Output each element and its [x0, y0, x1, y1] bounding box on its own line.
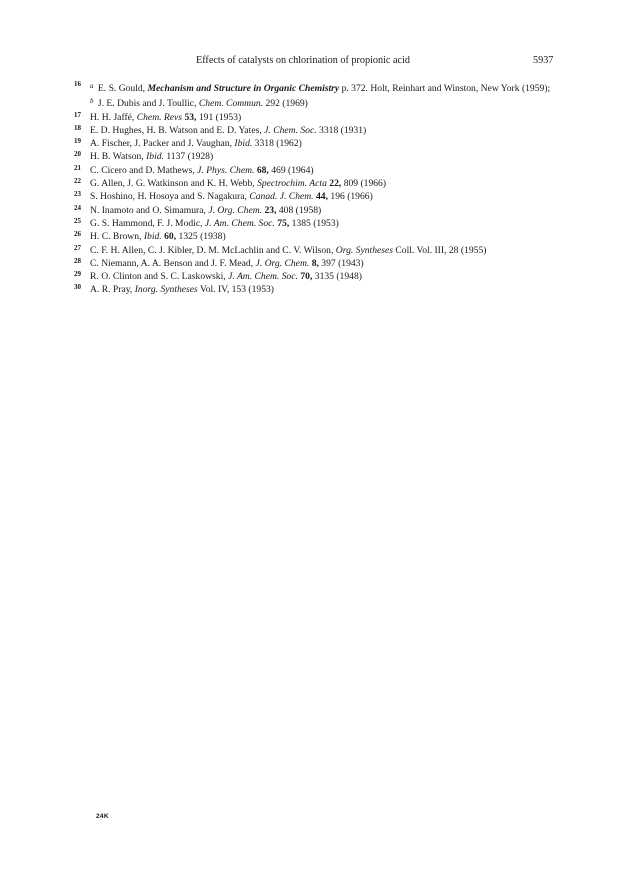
reference-volume: 53,	[184, 111, 197, 123]
reference-authors: R. O. Clinton and S. C. Laskowski,	[90, 271, 226, 283]
reference-number: 22	[74, 177, 81, 186]
reference-details: 397 (1943)	[321, 257, 364, 269]
sub-reference-marker: a	[90, 82, 94, 90]
reference-volume: 70,	[300, 271, 313, 283]
reference-journal: Org. Syntheses	[335, 244, 393, 256]
reference-book-title: Mechanism and Structure in Organic Chemistry	[147, 83, 340, 94]
reference-details: 1137 (1928)	[166, 151, 214, 163]
reference-authors: G. S. Hammond, F. J. Modic,	[90, 217, 203, 229]
signature-mark: 24K	[96, 813, 109, 820]
reference-journal: Ibid.	[234, 138, 253, 150]
reference-30	[72, 283, 562, 296]
reference-number: 23	[74, 190, 81, 199]
reference-authors: C. F. H. Allen, C. J. Kibler, D. M. McLachlin and C. V. Wilson,	[90, 244, 334, 256]
reference-details: 1325 (1938)	[178, 231, 226, 243]
reference-volume: 8,	[311, 257, 319, 269]
reference-volume: 75,	[277, 217, 290, 229]
reference-details: 196 (1966)	[330, 191, 373, 203]
reference-authors: E. S. Gould,	[97, 83, 146, 94]
reference-authors: G. Allen, J. G. Watkinson and K. H. Webb,	[90, 178, 255, 190]
sub-reference-b	[90, 95, 562, 110]
reference-journal: Chem. Revs	[136, 111, 183, 123]
reference-details: Coll. Vol. III, 28 (1955)	[395, 244, 487, 256]
reference-volume: 60,	[164, 231, 177, 243]
reference-28	[72, 257, 562, 270]
reference-volume: 22,	[329, 178, 342, 190]
reference-journal: Inorg. Syntheses	[134, 284, 198, 296]
reference-volume: 44,	[316, 191, 328, 203]
reference-details: 292 (1969)	[265, 98, 308, 110]
reference-20	[72, 150, 562, 163]
reference-27	[72, 244, 562, 257]
reference-details: 3318 (1962)	[254, 138, 302, 150]
reference-journal: J. Phys. Chem.	[197, 164, 255, 176]
page-number: 5937	[533, 55, 554, 66]
reference-number: 25	[74, 216, 81, 225]
reference-25	[72, 217, 562, 230]
reference-journal: J. Am. Chem. Soc.	[204, 217, 275, 229]
reference-journal: J. Org. Chem.	[208, 204, 263, 216]
reference-number: 20	[74, 150, 81, 159]
reference-details: 1385 (1953)	[291, 217, 339, 229]
reference-authors: J. E. Dubis and J. Toullic,	[97, 98, 197, 110]
reference-number: 26	[74, 230, 81, 239]
reference-number: 18	[74, 123, 81, 132]
reference-journal: Ibid.	[146, 151, 164, 163]
reference-authors: S. Hoshino, H. Hosoya and S. Nagakura,	[90, 191, 247, 203]
reference-23	[72, 190, 562, 203]
reference-journal: J. Am. Chem. Soc.	[228, 271, 298, 283]
reference-list	[72, 80, 562, 297]
reference-journal: Ibid.	[143, 231, 162, 243]
reference-number: 24	[74, 203, 81, 212]
running-header	[0, 55, 625, 69]
reference-authors: A. R. Pray,	[90, 284, 133, 296]
running-title: Effects of catalysts on chlorination of propionic acid	[196, 55, 410, 66]
reference-authors: C. Niemann, A. A. Benson and J. F. Mead,	[90, 257, 254, 269]
reference-22	[72, 177, 562, 190]
reference-authors: N. Inamoto and O. Simamura,	[90, 204, 206, 216]
sub-reference-marker: b	[90, 97, 94, 106]
reference-details: 3318 (1931)	[319, 124, 367, 136]
reference-details: 809 (1966)	[343, 178, 387, 190]
reference-journal: Spectrochim. Acta	[257, 178, 327, 190]
reference-number: 28	[74, 256, 81, 265]
reference-21	[72, 164, 562, 177]
reference-number: 29	[74, 270, 81, 279]
reference-details: p. 372. Holt, Reinhart and Winston, New York (1959);	[341, 83, 551, 94]
reference-number: 27	[74, 243, 81, 252]
reference-18	[72, 124, 562, 137]
reference-authors: H. C. Brown,	[90, 231, 142, 243]
reference-details: 469 (1964)	[271, 164, 314, 176]
reference-authors: H. H. Jaffé,	[90, 111, 135, 123]
reference-number: 21	[74, 163, 81, 172]
reference-authors: A. Fischer, J. Packer and J. Vaughan,	[90, 138, 232, 150]
reference-journal: J. Chem. Soc.	[264, 124, 317, 136]
reference-authors: E. D. Hughes, H. B. Watson and E. D. Yates,	[90, 124, 262, 136]
reference-journal: Chem. Commun.	[198, 98, 264, 110]
reference-26	[72, 230, 562, 243]
reference-16	[72, 80, 562, 111]
reference-number: 19	[74, 137, 81, 146]
reference-details: Vol. IV, 153 (1953)	[200, 284, 274, 296]
reference-24	[72, 204, 562, 217]
reference-17	[72, 111, 562, 124]
reference-number: 30	[74, 283, 81, 292]
reference-details: 408 (1958)	[278, 204, 322, 216]
reference-journal: Canad. J. Chem.	[249, 191, 314, 203]
reference-29	[72, 270, 562, 283]
reference-details: 3135 (1948)	[314, 271, 362, 283]
reference-authors: H. B. Watson,	[90, 151, 144, 163]
reference-number: 16	[74, 80, 81, 88]
reference-volume: 68,	[256, 164, 269, 176]
reference-journal: J. Org. Chem.	[255, 257, 310, 269]
reference-19	[72, 137, 562, 150]
reference-number: 17	[74, 110, 81, 119]
reference-volume: 23,	[264, 204, 277, 216]
reference-details: 191 (1953)	[198, 111, 242, 123]
reference-authors: C. Cicero and D. Mathews,	[90, 164, 195, 176]
